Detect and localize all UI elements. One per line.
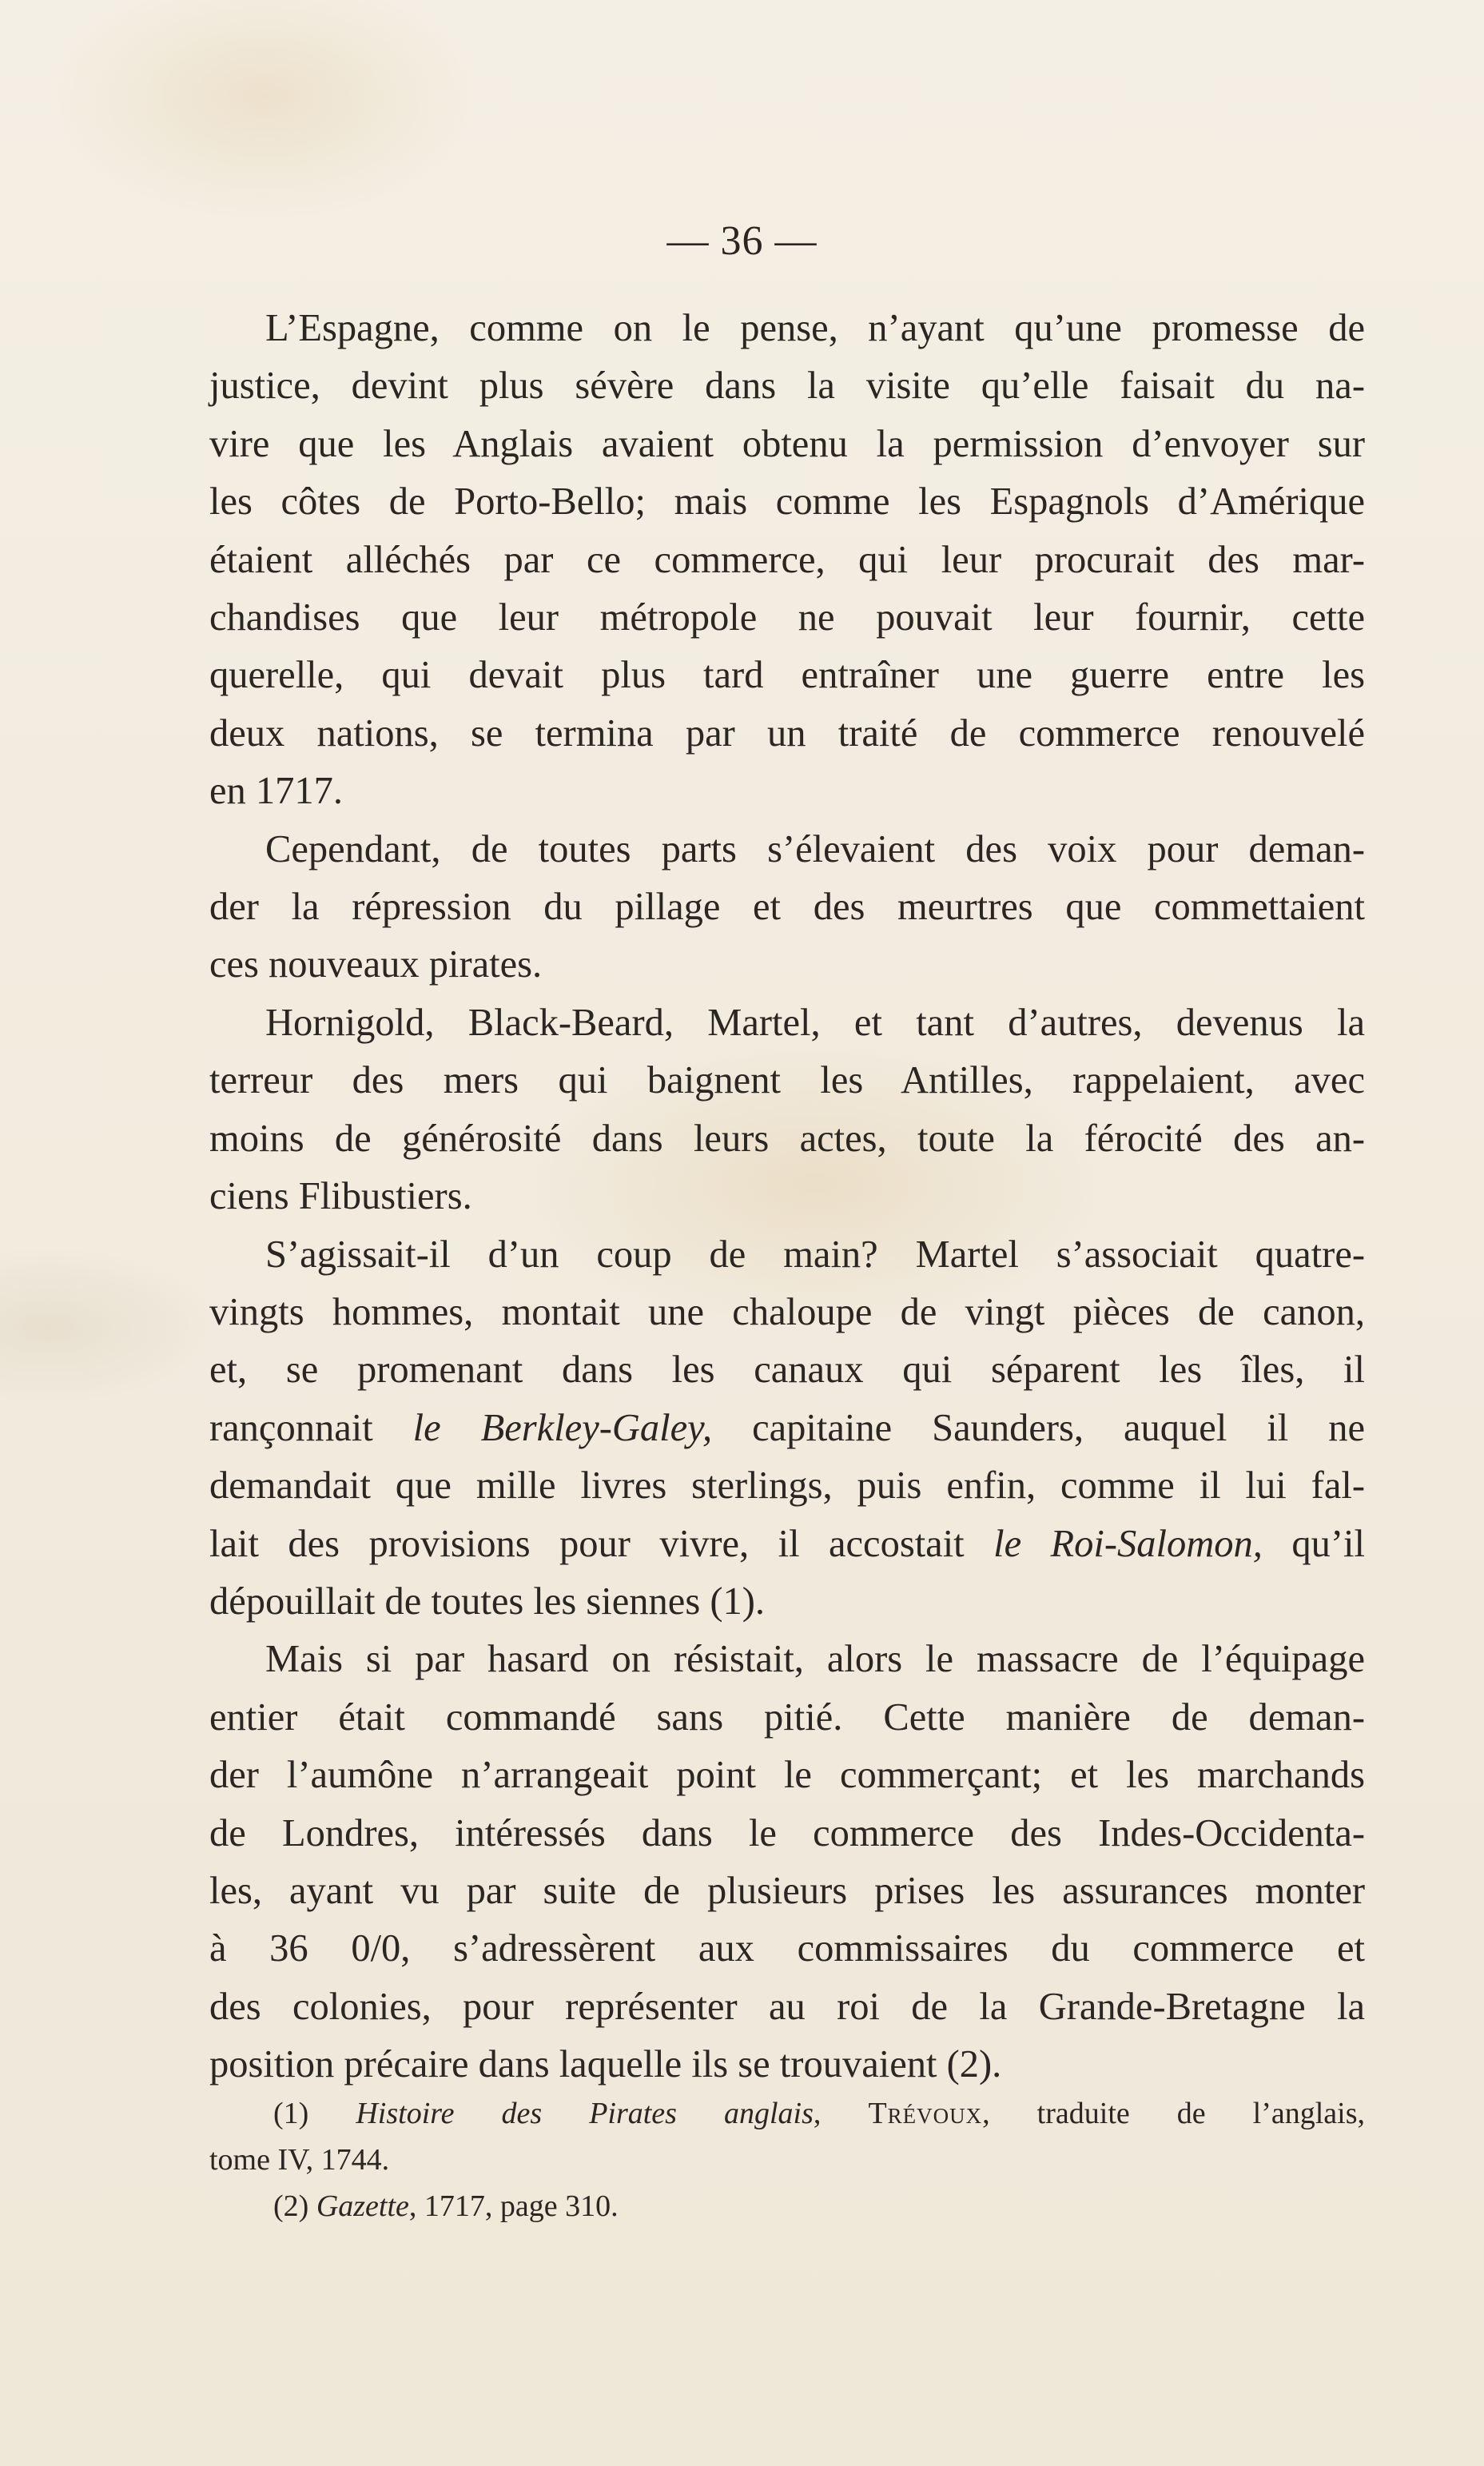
footnote-author: Trévoux (868, 2097, 983, 2130)
body-text (209, 300, 1365, 2094)
text-run: rançonnait (209, 1406, 413, 1449)
footnote-2 (209, 2183, 1365, 2229)
paragraph-1 (209, 300, 1365, 821)
text-line: deux nations, se termina par un traité de commerce renouvelé (209, 711, 1365, 755)
paragraph-2 (209, 821, 1365, 994)
text-line: Mais si par hasard on résistait, alors le massacre de l’équipage (265, 1638, 1365, 1681)
text-line: moins de générosité dans leurs actes, toute la férocité des an- (209, 1117, 1365, 1160)
text-line: Hornigold, Black-Beard, Martel, et tant d’autres, devenus la (265, 1001, 1365, 1044)
paragraph-4 (209, 1226, 1365, 1631)
text-line: et, se promenant dans les canaux qui séparent les îles, il (209, 1349, 1365, 1392)
text-run: , 1717, page 310. (408, 2189, 619, 2223)
page-number: — 36 — (666, 218, 818, 264)
text-line: en 1717. (209, 770, 344, 813)
text-line: justice, devint plus sévère dans la visite qu’elle faisait du na- (209, 365, 1365, 408)
text-run: qu’il (1262, 1522, 1365, 1565)
footnote-marker: (1) (273, 2097, 356, 2130)
ship-name: le Roi-Salomon, (993, 1522, 1263, 1565)
text-line: des colonies, pour représenter au roi de la Grande-Bretagne la (209, 1985, 1365, 2028)
ship-name: le Berkley-Galey, (412, 1406, 713, 1449)
text-run: , traduite de l’anglais, (982, 2097, 1366, 2130)
text-line: Cependant, de toutes parts s’élevaient des voix pour deman- (265, 827, 1365, 870)
text-line: de Londres, intéressés dans le commerce des Indes-Occidenta- (209, 1811, 1365, 1854)
text-line: vire que les Anglais avaient obtenu la permission d’envoyer sur (209, 422, 1365, 465)
text-line: dépouillait de toutes les siennes (1). (209, 1580, 766, 1623)
text-line: ces nouveaux pirates. (209, 943, 543, 986)
footnote-1 (209, 2090, 1365, 2137)
text-run: lait des provisions pour vivre, il accostait (209, 1522, 994, 1565)
text-line: étaient alléchés par ce commerce, qui leur procurait des mar- (209, 538, 1365, 581)
text-line: entier était commandé sans pitié. Cette manière de deman- (209, 1695, 1365, 1739)
text-line: les côtes de Porto-Bello; mais comme les Espagnols d’Amérique (209, 480, 1365, 524)
text-line: der l’aumône n’arrangeait point le commerçant; et les marchands (209, 1754, 1365, 1797)
text-line (209, 1516, 1365, 1573)
footnote-marker: (2) (273, 2189, 316, 2223)
text-line: terreur des mers qui baignent les Antilles, rappelaient, avec (209, 1059, 1365, 1102)
footnote-1-continued: tome IV, 1744. (209, 2143, 390, 2177)
text-line: querelle, qui devait plus tard entraîner une guerre entre les (209, 654, 1365, 697)
paragraph-3 (209, 994, 1365, 1226)
text-line: demandait que mille livres sterlings, puis enfin, comme il lui fal- (209, 1464, 1365, 1508)
text-line (209, 1400, 1365, 1457)
footnote-title: Gazette (316, 2189, 409, 2223)
footnotes (209, 2090, 1365, 2229)
text-run: capitaine Saunders, auquel il ne (712, 1406, 1365, 1449)
text-line: ciens Flibustiers. (209, 1175, 472, 1218)
text-line: position précaire dans laquelle ils se trouvaient (2). (209, 2043, 1002, 2086)
text-line: à 36 0/0, s’adressèrent aux commissaires du commerce et (209, 1927, 1365, 1970)
text-line: S’agissait-il d’un coup de main? Martel s’associait quatre- (265, 1233, 1365, 1276)
footnote-title: Histoire des Pirates anglais (356, 2097, 814, 2130)
text-line: chandises que leur métropole ne pouvait leur fournir, cette (209, 596, 1365, 639)
text-line: L’Espagne, comme on le pense, n’ayant qu’une promesse de (265, 307, 1365, 349)
text-line: les, ayant vu par suite de plusieurs prises les assurances monter (209, 1869, 1365, 1912)
text-run: , (813, 2097, 869, 2130)
text-line: vingts hommes, montait une chaloupe de vingt pièces de canon, (209, 1290, 1365, 1333)
paragraph-5 (209, 1631, 1365, 2094)
text-line: der la répression du pillage et des meurtres que commettaient (209, 886, 1365, 929)
